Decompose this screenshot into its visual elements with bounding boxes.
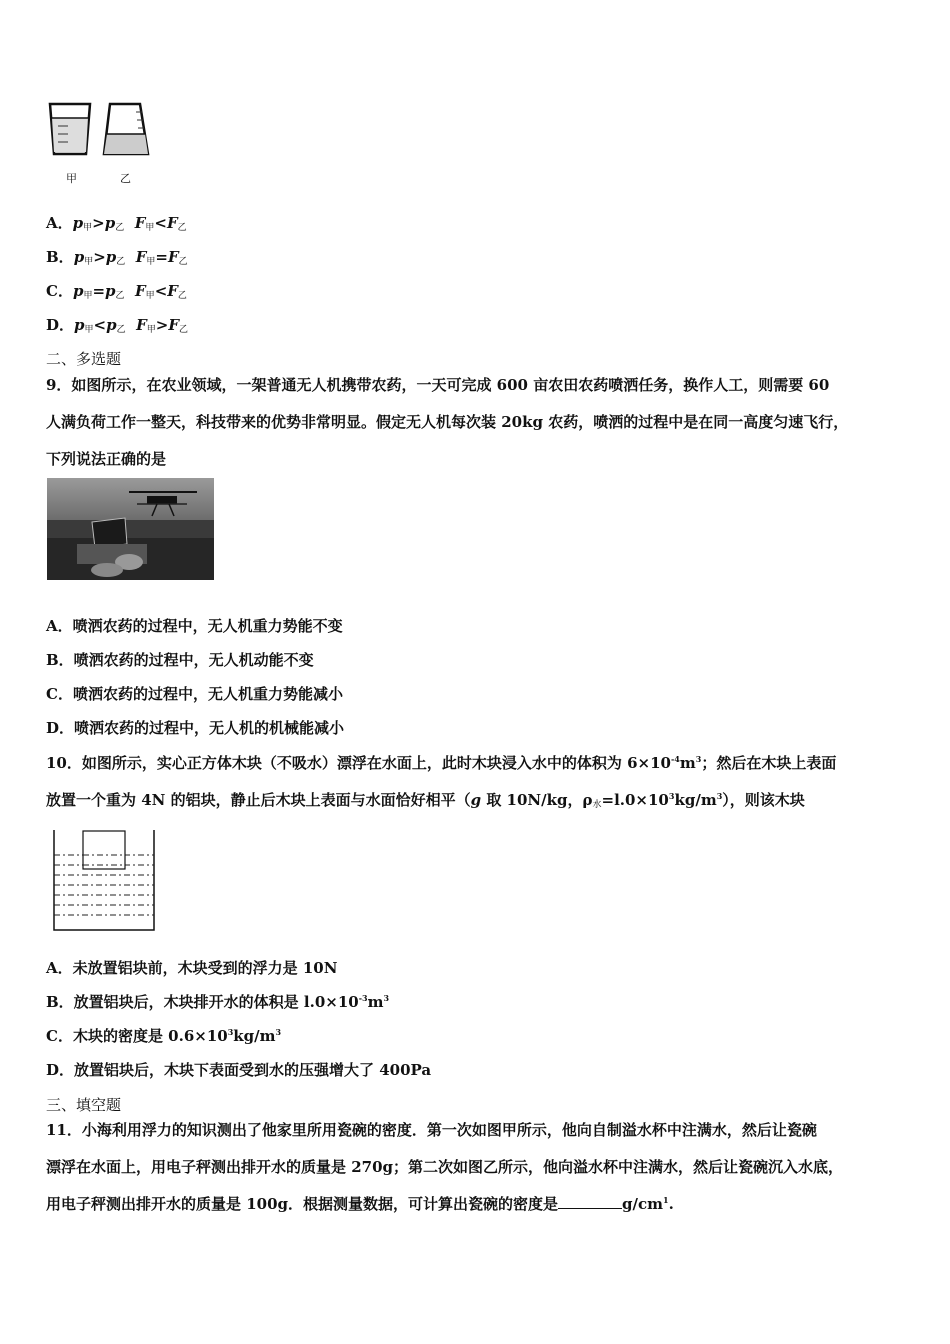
q8-option-d: D．$p_甲<p_乙$ $F_甲>F_乙$ [46,316,188,335]
q10-option-a: A．未放置铝块前，木块受到的浮力是 10N [46,959,338,977]
cup-yi [104,104,148,154]
q10-stem-line2: 放置一个重为 4N 的铝块，静止后木块上表面与水面恰好相平（g 取 10N/kg，$\rho_水=l.0\times 10^3kg/m^3$），则该木块 [46,791,805,810]
q9-stem-line3: 下列说法正确的是 [46,450,167,468]
q10-option-b: B．放置铝块后，木块排开水的体积是 $l.0\times 10^{-3}m^3$ [46,993,390,1011]
wood-block [83,831,125,869]
q11-stem-line2: 漂浮在水面上，用电子秤测出排开水的质量是 270g；第二次如图乙所示，他向溢水杯中注满水，然后让瓷碗沉入水底， [46,1158,844,1176]
q9-stem-line1: 9．如图所示，在农业领域，一架普通无人机携带农药，一天可完成 600 亩农田农药喷洒任务，换作人工，则需要 60 [46,376,830,394]
q9-option-b: B．喷洒农药的过程中，无人机动能不变 [46,651,314,669]
cup-jia [50,104,90,154]
drone-photo [47,478,214,580]
cups-figure [44,96,156,186]
q11-stem-line3: 用电子秤测出排开水的质量是 100g．根据测量数据，可计算出瓷碗的密度是 $g/cm^1$. [46,1195,674,1213]
section-title-multiple-choice: 二、多选题 [46,350,122,368]
cup-label-yi: 乙 [120,172,131,185]
q10-option-c: C．木块的密度是 $0.6\times 10^3kg/m^3$ [46,1027,282,1045]
q10-option-d: D．放置铝块后，木块下表面受到水的压强增大了 400Pa [46,1061,432,1079]
q9-option-c: C．喷洒农药的过程中，无人机重力势能减小 [46,685,343,703]
q9-stem-line2: 人满负荷工作一整天，科技带来的优势非常明显。假定无人机每次装 20kg 农药，喷洒的过程中是在同一高度匀速飞行， [46,413,849,431]
q11-stem-line1: 11．小海利用浮力的知识测出了他家里所用瓷碗的密度．第一次如图甲所示，他向自制溢水杯中注满水，然后让瓷碗 [46,1121,817,1139]
q8-option-c: C．$p_甲=p_乙$ $F_甲<F_乙$ [46,282,187,301]
water-tank-figure [50,828,158,934]
q9-option-a: A．喷洒农药的过程中，无人机重力势能不变 [46,617,343,635]
section-title-fill-in: 三、填空题 [46,1096,122,1114]
q8-option-a: A．$p_甲>p_乙$ $F_甲<F_乙$ [46,214,187,233]
q9-option-d: D．喷洒农药的过程中，无人机的机械能减小 [46,719,345,737]
q8-option-b: B．$p_甲>p_乙$ $F_甲=F_乙$ [46,248,188,267]
answer-blank[interactable] [558,1196,622,1209]
cup-label-jia: 甲 [66,172,77,185]
q10-stem-line1: 10．如图所示，实心正方体木块（不吸水）漂浮在水面上，此时木块浸入水中的体积为 $6\times 10^{-4}m^3$；然后在木块上表面 [46,754,837,772]
